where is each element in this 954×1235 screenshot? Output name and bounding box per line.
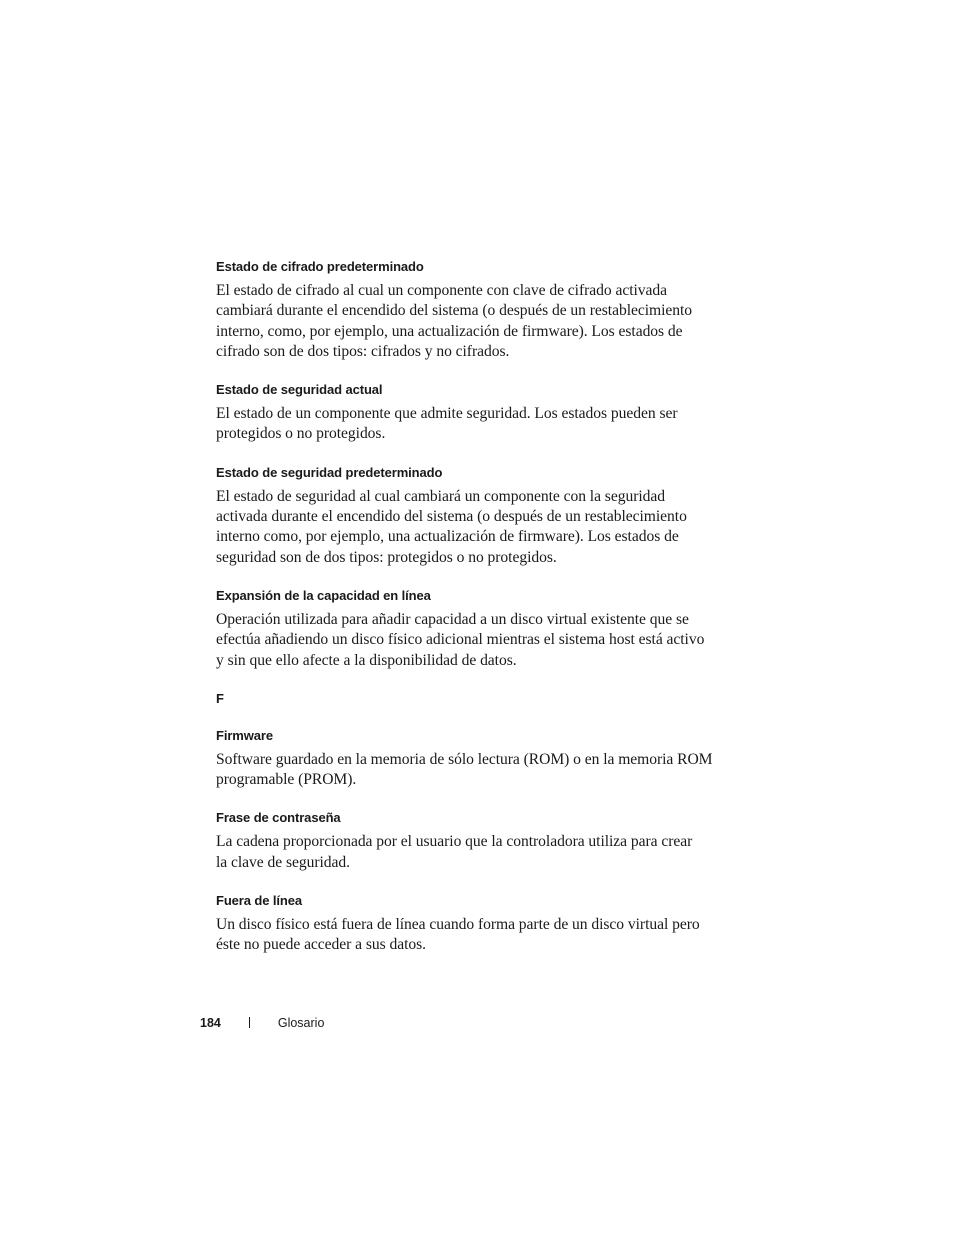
term-definition bbox=[216, 915, 721, 956]
definition-line: programable (PROM). bbox=[216, 771, 357, 789]
glossary-entry bbox=[216, 727, 721, 791]
footer-divider bbox=[249, 1017, 250, 1028]
glossary-entry bbox=[216, 809, 721, 873]
definition-line: El estado de cifrado al cual un componente con clave de cifrado activada bbox=[216, 282, 668, 299]
term-heading: Firmware bbox=[216, 727, 274, 743]
definition-line: y sin que ello afecte a la disponibilidad de datos. bbox=[216, 651, 517, 669]
page-footer bbox=[200, 1014, 324, 1032]
definition-line: La cadena proporcionada por el usuario que la controladora utiliza para crear bbox=[216, 833, 693, 851]
glossary-entry bbox=[216, 892, 721, 956]
glossary-entry bbox=[216, 381, 721, 445]
section-letter: F bbox=[216, 690, 224, 706]
term-definition bbox=[216, 750, 721, 791]
glossary-content bbox=[216, 258, 721, 975]
term-heading: Expansión de la capacidad en línea bbox=[216, 587, 431, 603]
term-definition bbox=[216, 832, 721, 873]
definition-line: El estado de un componente que admite seguridad. Los estados pueden ser bbox=[216, 405, 678, 423]
definition-line: El estado de seguridad al cual cambiará un componente con la seguridad bbox=[216, 487, 665, 505]
definition-line: interno, como, por ejemplo, una actualización de firmware). Los estados de bbox=[216, 322, 683, 340]
term-heading: Frase de contraseña bbox=[216, 810, 341, 826]
definition-line: activada durante el encendido del sistema (o después de un restablecimiento bbox=[216, 508, 687, 526]
term-definition bbox=[216, 610, 721, 671]
footer-section-name: Glosario bbox=[277, 1016, 325, 1030]
term-definition bbox=[216, 281, 721, 362]
term-heading: Fuera de línea bbox=[216, 893, 303, 909]
term-definition bbox=[216, 404, 721, 445]
definition-line: efectúa añadiendo un disco físico adicional mientras el sistema host está activo bbox=[216, 631, 705, 649]
definition-line: éste no puede acceder a sus datos. bbox=[216, 936, 427, 954]
definition-line: cifrado son de dos tipos: cifrados y no cifrados. bbox=[216, 342, 510, 360]
glossary-entry bbox=[216, 587, 721, 671]
definition-line: interno como, por ejemplo, una actualización de firmware). Los estados de bbox=[216, 528, 679, 546]
definition-line: la clave de seguridad. bbox=[216, 853, 350, 871]
glossary-entry bbox=[216, 464, 721, 568]
term-definition bbox=[216, 487, 721, 568]
definition-line: cambiará durante el encendido del sistema (o después de un restablecimiento bbox=[216, 302, 693, 320]
definition-line: seguridad son de dos tipos: protegidos o no protegidos. bbox=[216, 548, 557, 566]
glossary-entry bbox=[216, 258, 721, 362]
term-heading: Estado de cifrado predeterminado bbox=[216, 259, 424, 274]
definition-line: Operación utilizada para añadir capacidad a un disco virtual existente que se bbox=[216, 610, 689, 628]
page-number: 184 bbox=[200, 1016, 221, 1030]
definition-line: Software guardado en la memoria de sólo lectura (ROM) o en la memoria ROM bbox=[216, 750, 713, 768]
term-heading: Estado de seguridad actual bbox=[216, 382, 383, 398]
term-heading: Estado de seguridad predeterminado bbox=[216, 464, 443, 480]
definition-line: protegidos o no protegidos. bbox=[216, 425, 386, 443]
definition-line: Un disco físico está fuera de línea cuando forma parte de un disco virtual pero bbox=[216, 916, 700, 934]
